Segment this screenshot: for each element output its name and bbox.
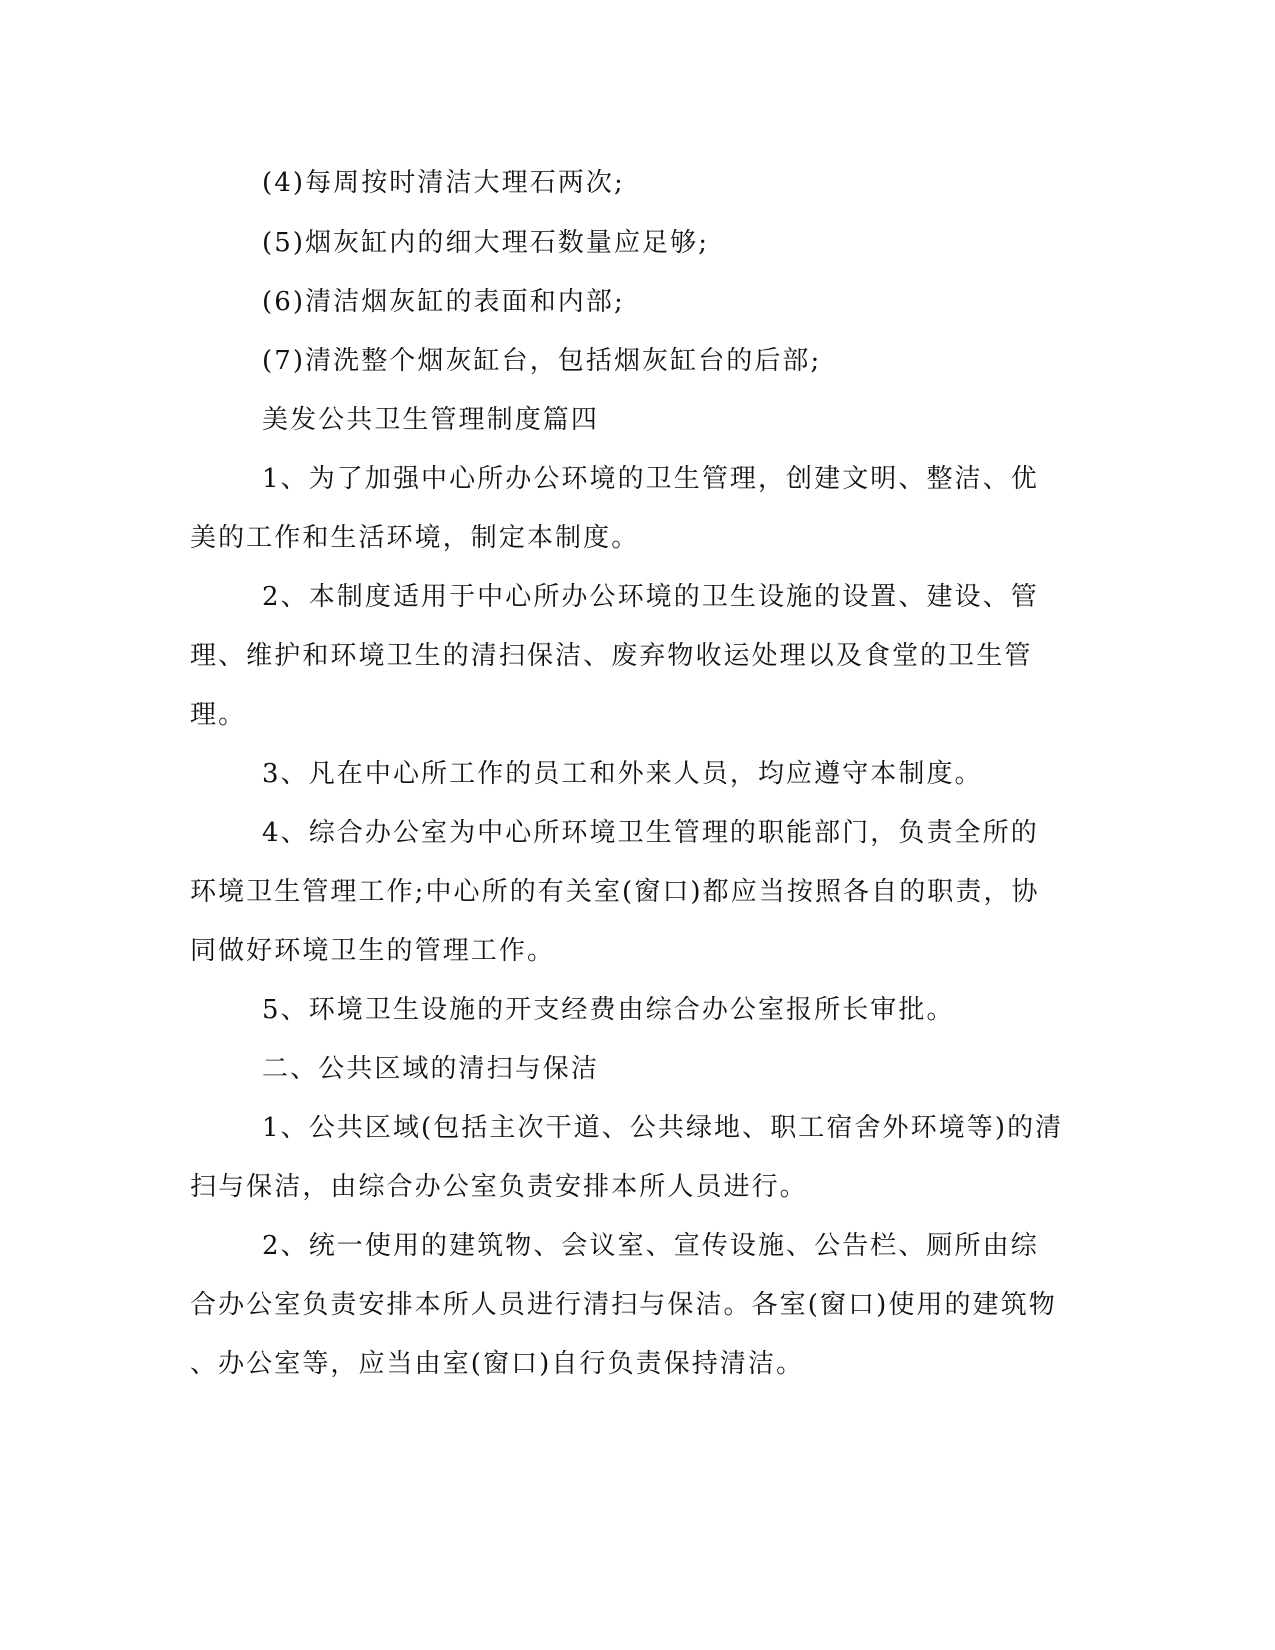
list-item-7: (7)清洗整个烟灰缸台，包括烟灰缸台的后部; [262,346,822,376]
paragraph-1-line-1: 1、为了加强中心所办公环境的卫生管理，创建文明、整洁、优 [262,464,1039,494]
paragraph-7-line-1: 2、统一使用的建筑物、会议室、宣传设施、公告栏、厕所由综 [262,1231,1039,1261]
list-item-5: (5)烟灰缸内的细大理石数量应足够; [262,228,710,258]
list-item-6: (6)清洁烟灰缸的表面和内部; [262,287,625,317]
paragraph-5-line-1: 5、环境卫生设施的开支经费由综合办公室报所长审批。 [262,995,955,1025]
paragraph-4-line-3: 同做好环境卫生的管理工作。 [190,936,556,966]
paragraph-4-line-1: 4、综合办公室为中心所环境卫生管理的职能部门，负责全所的 [262,818,1039,848]
paragraph-1-line-2: 美的工作和生活环境，制定本制度。 [190,523,640,553]
subsection-heading: 二、公共区域的清扫与保洁 [262,1054,599,1084]
paragraph-4-line-2: 环境卫生管理工作;中心所的有关室(窗口)都应当按照各自的职责，协 [190,877,1040,907]
paragraph-3-line-1: 3、凡在中心所工作的员工和外来人员，均应遵守本制度。 [262,759,983,789]
paragraph-7-line-3: 、办公室等，应当由室(窗口)自行负责保持清洁。 [190,1349,805,1379]
paragraph-6-line-1: 1、公共区域(包括主次干道、公共绿地、职工宿舍外环境等)的清 [262,1113,1064,1143]
paragraph-7-line-2: 合办公室负责安排本所人员进行清扫与保洁。各室(窗口)使用的建筑物 [190,1290,1057,1320]
list-item-4: (4)每周按时清洁大理石两次; [262,168,625,198]
paragraph-2-line-1: 2、本制度适用于中心所办公环境的卫生设施的设置、建设、管 [262,582,1039,612]
paragraph-2-line-2: 理、维护和环境卫生的清扫保洁、废弃物收运处理以及食堂的卫生管 [190,641,1033,671]
section-heading: 美发公共卫生管理制度篇四 [262,405,599,435]
paragraph-2-line-3: 理。 [190,700,247,730]
paragraph-6-line-2: 扫与保洁，由综合办公室负责安排本所人员进行。 [190,1172,808,1202]
